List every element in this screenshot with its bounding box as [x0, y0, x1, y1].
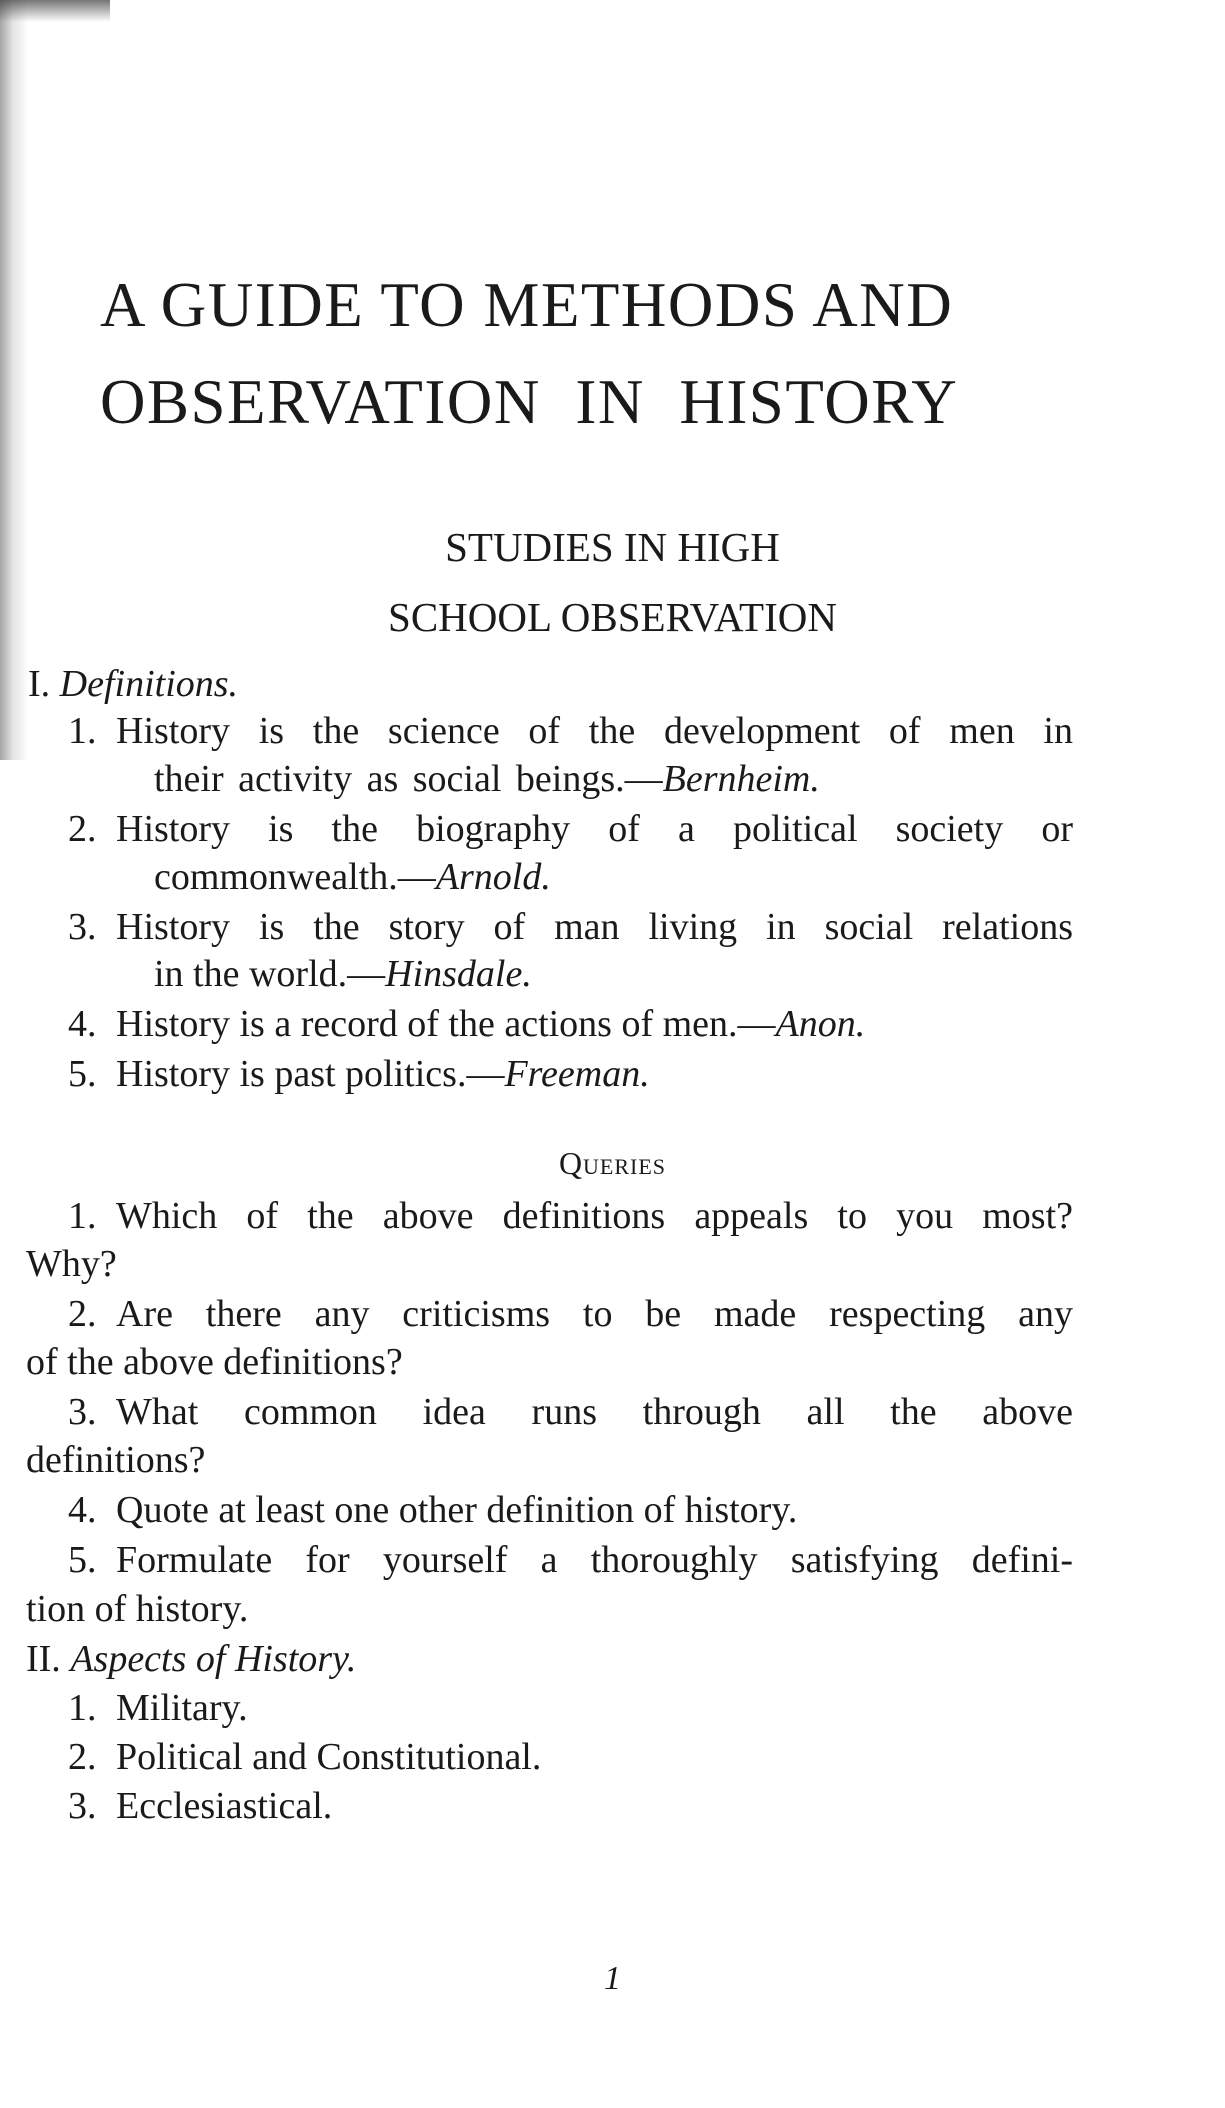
queries-heading: Queries — [558, 1145, 667, 1181]
chapter-subtitle-line-1: STUDIES IN HIGH — [445, 524, 780, 570]
definition-item — [68, 712, 1073, 750]
item-number: 2. — [68, 808, 97, 850]
item-number: 1. — [68, 1687, 97, 1729]
query-item — [68, 1491, 797, 1529]
definition-item — [68, 1055, 650, 1093]
definition-author: Arnold. — [435, 856, 551, 898]
item-number: 2. — [68, 1293, 97, 1335]
chapter-subtitle-line-2: SCHOOL OBSERVATION — [388, 594, 837, 640]
query-item — [68, 1295, 1073, 1333]
item-number: 3. — [68, 1391, 97, 1433]
item-number: 2. — [68, 1736, 97, 1778]
query-text: What common idea runs through all the above — [116, 1391, 1073, 1433]
definition-text: in the world.— — [154, 953, 386, 995]
aspect-text: Ecclesiastical. — [116, 1785, 333, 1827]
aspect-item — [68, 1738, 541, 1776]
query-text: Which of the above definitions appeals to you most? — [116, 1195, 1073, 1237]
section-2-heading — [26, 1640, 356, 1678]
definition-text: History is past politics.— — [116, 1053, 505, 1095]
query-continuation: definitions? — [26, 1439, 206, 1481]
item-number: 3. — [68, 906, 97, 948]
query-continuation: of the above definitions? — [26, 1341, 403, 1383]
definition-continuation — [154, 955, 532, 993]
item-number: 5. — [68, 1053, 97, 1095]
definition-text: History is the biography of a political society or — [116, 808, 1073, 850]
section-title: Aspects of History. — [70, 1638, 357, 1680]
definition-text: History is a record of the actions of men.— — [116, 1003, 776, 1045]
definition-text: commonwealth.— — [154, 856, 436, 898]
query-continuation: Why? — [26, 1243, 117, 1285]
definition-continuation — [154, 760, 820, 798]
query-continuation: tion of history. — [26, 1588, 249, 1630]
item-number: 4. — [68, 1003, 97, 1045]
definition-continuation — [154, 858, 551, 896]
aspect-item — [68, 1787, 332, 1825]
definition-item — [68, 908, 1073, 946]
item-number: 1. — [68, 710, 97, 752]
aspect-text: Military. — [116, 1687, 248, 1729]
definition-author: Hinsdale. — [385, 953, 532, 995]
item-number: 1. — [68, 1195, 97, 1237]
aspect-item — [68, 1689, 248, 1727]
scan-shadow-edge — [0, 0, 28, 760]
section-numeral: II. — [26, 1638, 61, 1680]
definition-author: Anon. — [775, 1003, 866, 1045]
item-number: 3. — [68, 1785, 97, 1827]
section-1-heading — [28, 665, 238, 703]
item-number: 4. — [68, 1489, 97, 1531]
page-number: 1 — [604, 1960, 621, 1997]
section-title: Definitions. — [59, 663, 239, 705]
section-numeral: I. — [28, 663, 51, 705]
query-item — [68, 1197, 1073, 1235]
definition-author: Freeman. — [504, 1053, 650, 1095]
query-text: Are there any criticisms to be made respecting any — [116, 1293, 1073, 1335]
definition-text: History is the science of the development of men in — [116, 710, 1073, 752]
scan-shadow-corner — [0, 0, 110, 22]
definition-text: History is the story of man living in social relations — [116, 906, 1073, 948]
definition-item — [68, 1005, 865, 1043]
query-item — [68, 1393, 1073, 1431]
definition-author: Bernheim. — [662, 758, 820, 800]
aspect-text: Political and Constitutional. — [116, 1736, 542, 1778]
book-title-line-2: OBSERVATION IN HISTORY — [100, 367, 959, 437]
definition-text: their activity as social beings.— — [154, 758, 663, 800]
query-item — [68, 1541, 1073, 1579]
query-text: Formulate for yourself a thoroughly satisfying defini- — [116, 1539, 1073, 1581]
definition-item — [68, 810, 1073, 848]
query-text: Quote at least one other definition of history. — [116, 1489, 798, 1531]
item-number: 5. — [68, 1539, 97, 1581]
book-title-line-1: A GUIDE TO METHODS AND — [100, 270, 954, 340]
